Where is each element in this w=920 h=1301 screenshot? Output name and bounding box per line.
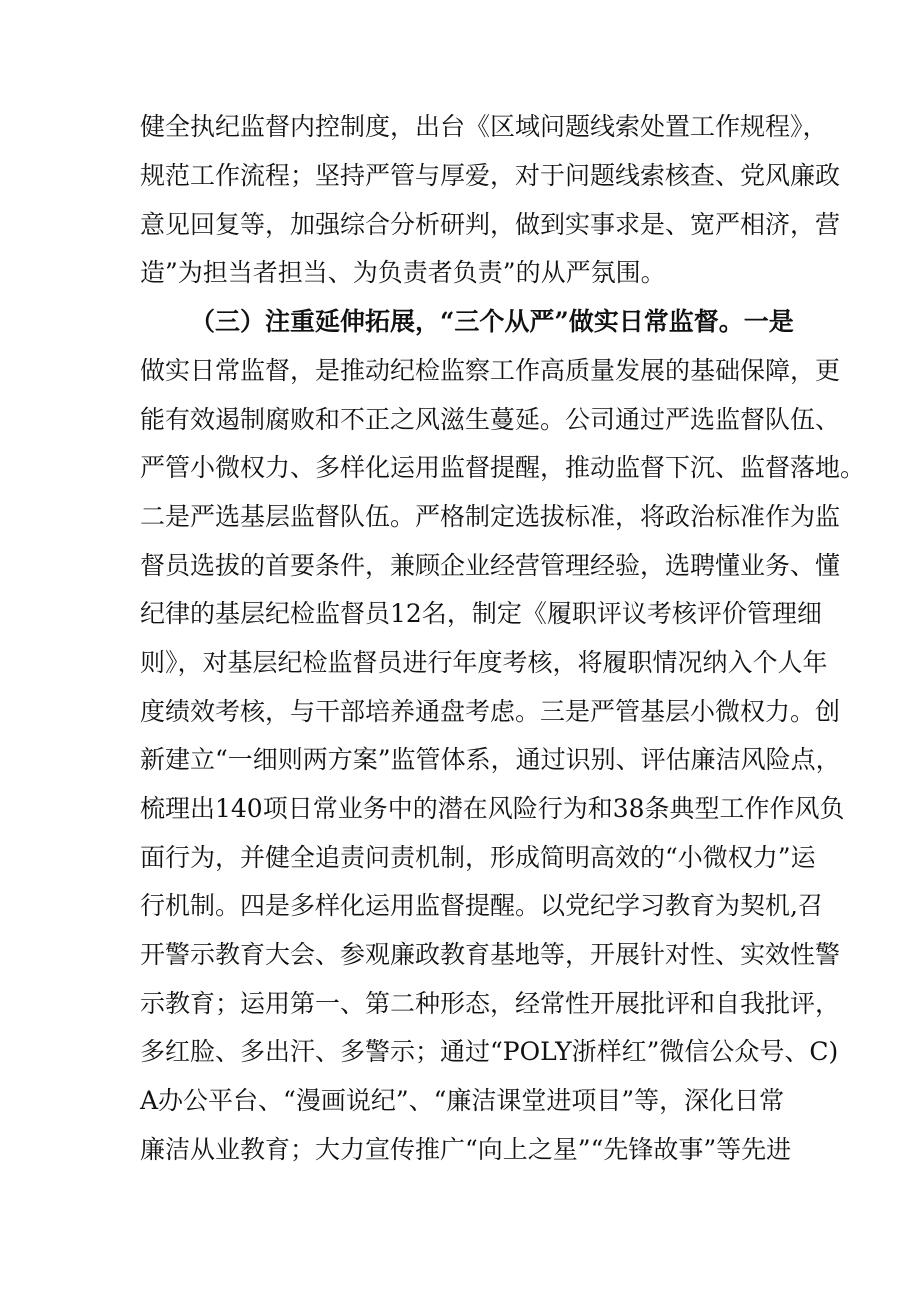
paragraph-line: 示教育；运用第一、第二种形态，经常性开展批评和自我批评， — [140, 989, 841, 1018]
paragraph-line: 面行为，并健全追责问责机制，形成简明高效的“小微权力”运 — [140, 843, 816, 872]
paragraph-line: 度绩效考核，与干部培养通盘考虑。三是严管基层小微权力。创 — [140, 697, 841, 726]
section-heading-line — [190, 300, 794, 344]
paragraph-line: 造”为担当者担当、为负责者负责”的从严氛围。 — [140, 258, 666, 287]
paragraph-line: 意见回复等，加强综合分析研判，做到实事求是、宽严相济，营 — [140, 210, 841, 239]
paragraph-line: 二是严选基层监督队伍。严格制定选拔标准，将政治标准作为监 — [140, 502, 841, 531]
section-heading: （三）注重延伸拓展，“三个从严”做实日常监督。一是 — [190, 307, 794, 336]
paragraph-line: 纪律的基层纪检监督员12名，制定《履职评议考核评价管理细 — [140, 599, 822, 628]
paragraph-line: 做实日常监督，是推动纪检监察工作高质量发展的基础保障，更 — [140, 356, 841, 385]
paragraph-line: 规范工作流程；坚持严管与厚爱，对于问题线索核查、党风廉政 — [140, 161, 841, 190]
paragraph-line: 廉洁从业教育；大力宣传推广“向上之星”“先锋故事”等先进 — [140, 1135, 792, 1164]
paragraph-line: 健全执纪监督内控制度，出台《区域问题线索处置工作规程》， — [140, 112, 828, 141]
paragraph-line: A办公平台、“漫画说纪”、“廉洁课堂进项目”等，深化日常 — [140, 1086, 785, 1115]
paragraph-line: 能有效遏制腐败和不正之风滋生蔓延。公司通过严选监督队伍、 — [140, 405, 841, 434]
paragraph-line: 行机制。四是多样化运用监督提醒。以党纪学习教育为契机,召 — [140, 891, 823, 920]
paragraph-line: 开警示教育大会、参观廉政教育基地等，开展针对性、实效性警 — [140, 940, 841, 969]
paragraph-line: 督员选拔的首要条件，兼顾企业经营管理经验，选聘懂业务、懂 — [140, 551, 841, 580]
paragraph-line: 梳理出140项日常业务中的潜在风险行为和38条典型工作作风负 — [140, 794, 845, 823]
paragraph-line: 新建立“一细则两方案”监管体系，通过识别、评估廉洁风险点， — [140, 745, 841, 774]
paragraph-line: 多红脸、多出汗、多警示；通过“POLY浙样红”微信公众号、C) — [140, 1037, 839, 1066]
paragraph-line: 严管小微权力、多样化运用监督提醒，推动监督下沉、监督落地。 — [140, 453, 866, 482]
paragraph-line: 则》，对基层纪检监督员进行年度考核，将履职情况纳入个人年 — [140, 648, 828, 677]
